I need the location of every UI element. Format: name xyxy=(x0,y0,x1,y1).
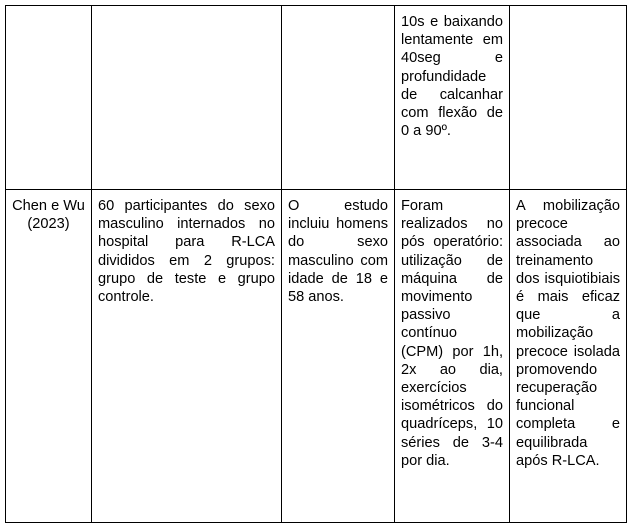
author-cell xyxy=(6,6,92,190)
result-cell xyxy=(510,6,627,190)
participants-cell xyxy=(92,6,282,190)
table-row xyxy=(6,190,627,523)
results-table xyxy=(5,5,627,523)
population-cell: O estudo incluiu homens do sexo masculino com idade de 18 e 58 anos. xyxy=(282,190,395,523)
intervention-cell: 10s e baixando lentamente em 40seg e profundidade de calcanhar com flexão de 0 a 90º. xyxy=(395,6,510,190)
participants-cell: 60 participantes do sexo masculino internados no hospital para R-LCA divididos em 2 grupos: grupo de teste e grupo controle. xyxy=(92,190,282,523)
result-cell: A mobilização precoce associada ao treinamento dos isquiotibiais é mais eficaz que a mobilização precoce isolada promovendo recuperação funcional completa e equilibrada após R-LCA. xyxy=(510,190,627,523)
intervention-cell: Foram realizados no pós operatório: utilização de máquina de movimento passivo contínuo (CPM) por 1h, 2x ao dia, exercícios isométricos do quadríceps, 10 séries de 3-4 por dia. xyxy=(395,190,510,523)
author-cell: Chen e Wu (2023) xyxy=(6,190,92,523)
table-row xyxy=(6,6,627,190)
population-cell xyxy=(282,6,395,190)
